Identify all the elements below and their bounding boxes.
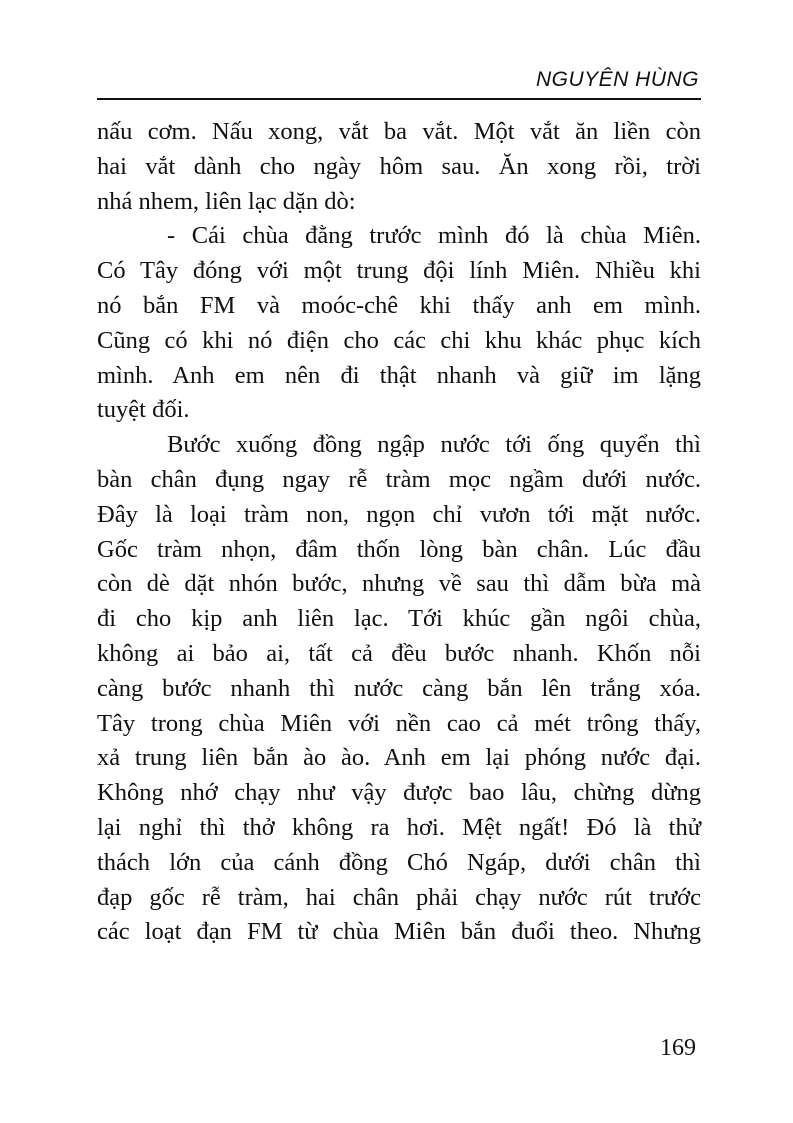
header-title: NGUYÊN HÙNG: [535, 68, 699, 91]
text-line: lại nghỉ thì thở không ra hơi. Mệt ngất! Đó là thử: [97, 813, 701, 841]
text-line: bàn chân đụng ngay rễ tràm mọc ngầm dưới nước.: [97, 465, 701, 493]
text-line: càng bước nhanh thì nước càng bắn lên trắng xóa.: [97, 674, 701, 702]
text-line: nhá nhem, liên lạc dặn dò:: [97, 187, 356, 215]
text-line: Không nhớ chạy như vậy được bao lâu, chừng dừng: [97, 779, 701, 807]
text-line: Gốc tràm nhọn, đâm thốn lòng bàn chân. Lúc đầu: [97, 535, 701, 563]
text-line: tuyệt đối.: [97, 396, 190, 424]
text-line: Cũng có khi nó điện cho các chi khu khác phục kích: [97, 326, 701, 354]
text-line: Bước xuống đồng ngập nước tới ống quyển thì: [167, 431, 701, 459]
text-line: đi cho kịp anh liên lạc. Tới khúc gần ngôi chùa,: [97, 605, 701, 633]
page-number: 169: [660, 1035, 696, 1061]
text-line: Đây là loại tràm non, ngọn chỉ vươn tới mặt nước.: [97, 500, 701, 528]
text-line: không ai bảo ai, tất cả đều bước nhanh. Khốn nỗi: [97, 639, 701, 667]
text-line: nấu cơm. Nấu xong, vắt ba vắt. Một vắt ăn liền còn: [97, 118, 701, 145]
text-line: đạp gốc rễ tràm, hai chân phải chạy nước rút trước: [97, 883, 701, 911]
text-line: các loạt đạn FM từ chùa Miên bắn đuổi theo. Nhưng: [97, 918, 701, 946]
text-line: thách lớn của cánh đồng Chó Ngáp, dưới chân thì: [97, 848, 701, 876]
text-line: nó bắn FM và moóc-chê khi thấy anh em mình.: [97, 291, 701, 319]
text-line: Tây trong chùa Miên với nền cao cả mét trông thấy,: [97, 709, 701, 737]
text-line: mình. Anh em nên đi thật nhanh và giữ im lặng: [97, 361, 701, 389]
body-text: [97, 115, 701, 950]
text-line: xả trung liên bắn ào ào. Anh em lại phóng nước đại.: [97, 744, 701, 772]
text-line: - Cái chùa đằng trước mình đó là chùa Miên.: [167, 222, 701, 250]
text-line: Có Tây đóng với một trung đội lính Miên. Nhiều khi: [97, 257, 701, 285]
text-line: hai vắt dành cho ngày hôm sau. Ăn xong rồi, trời: [97, 152, 701, 180]
running-header: [97, 66, 701, 100]
text-line: còn dè dặt nhón bước, nhưng về sau thì dẫm bừa mà: [97, 570, 701, 598]
